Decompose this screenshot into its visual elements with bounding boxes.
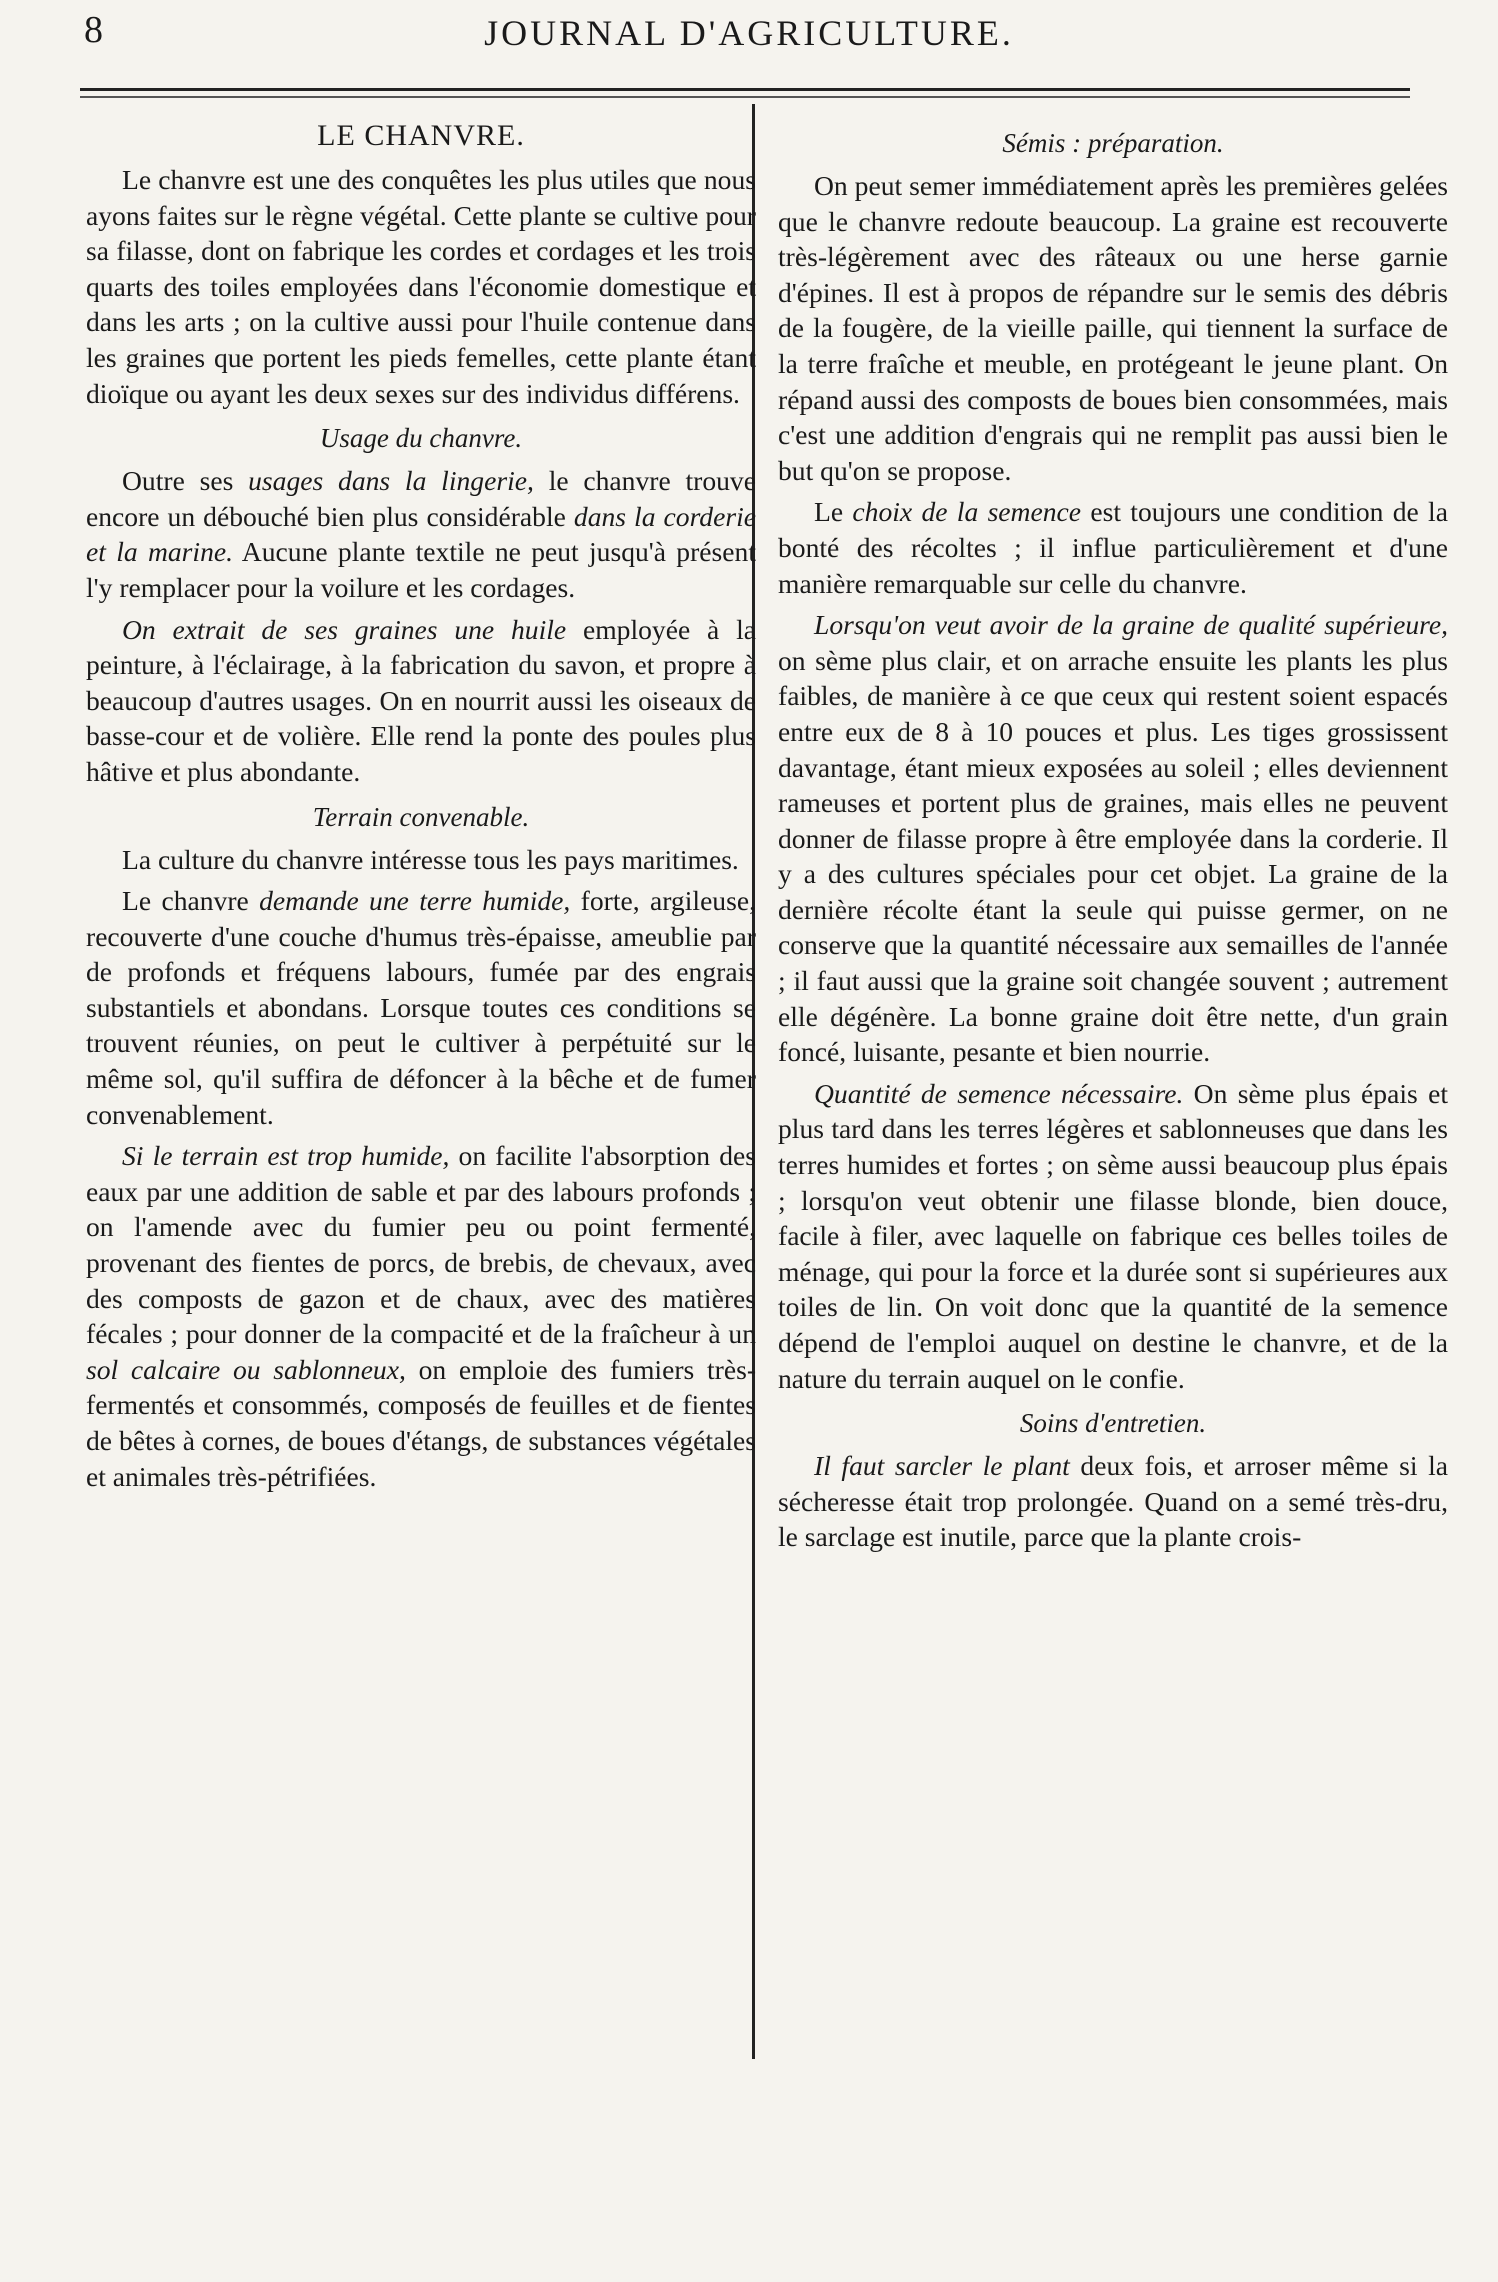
semis-paragraph-4: Quantité de semence nécessaire. On sème plus épais et plus tard dans les terres légères et sablonneuses que dans les terres humides et fortes ; on sème aussi beaucoup plus épais ; lorsqu'on veut obtenir une filasse blonde, bien douce, facile à filer, avec laquelle on fabrique ces belles toiles de ménage, qui pour la force et la durée sont si supérieures aux toiles de lin. On voit donc que la quantité de la semence dépend de l'emploi auquel on destine le chanvre, et de la nature du terrain auquel on le confie. <box>778 1077 1448 1394</box>
header-rule <box>80 88 1410 91</box>
right-column <box>778 118 1448 1561</box>
header-rule-secondary <box>80 96 1410 98</box>
running-head: JOURNAL D'AGRICULTURE. <box>484 13 1014 53</box>
intro-paragraph: Le chanvre est une des conquêtes les plus utiles que nous ayons faites sur le règne végétal. Cette plante se cultive pour sa filasse, dont on fabrique les cordes et cordages et les trois quarts des toiles employées dans l'économie domestique et dans les arts ; on la cultive aussi pour l'huile contenue dans les graines que portent les pieds femelles, cette plante étant dioïque ou ayant les deux sexes sur des individus différens. <box>86 164 756 409</box>
usage-paragraph-1: Outre ses usages dans la lingerie, le chanvre trouve encore un débouché bien plus considérable dans la corderie et la marine. Aucune plante textile ne peut jusqu'à présent l'y remplacer pour la voilure et les cordages. <box>86 465 756 603</box>
terrain-paragraph-2: Le chanvre demande une terre humide, forte, argileuse, recouverte d'une couche d'humus très-épaisse, ameublie par de profonds et fréquens labours, fumée par des engrais substantiels et abondans. Lorsque toutes ces conditions se trouvent réunies, on peut le cultiver à perpétuité sur le même sol, qu'il suffira de défoncer à la bêche et de fumer convenablement. <box>86 885 756 1130</box>
terrain-paragraph-1: La culture du chanvre intéresse tous les pays maritimes. <box>122 843 739 875</box>
page-number: 8 <box>84 9 103 51</box>
semis-paragraph-2: Le choix de la semence est toujours une condition de la bonté des récoltes ; il influe particulièrement et d'une manière remarquable sur celle du chanvre. <box>778 496 1448 599</box>
semis-paragraph-3: Lorsqu'on veut avoir de la graine de qualité supérieure, on sème plus clair, et on arrache ensuite les plants les plus faibles, de manière à ce que ceux qui restent soient espacés entre eux de 8 à 10 pouces et plus. Les tiges grossissent davantage, étant mieux exposées au soleil ; elles deviennent rameuses et portent plus de graines, mais elles ne peuvent donner de filasse propre à être employée dans la corderie. Il y a des cultures spéciales pour cet objet. La graine de la dernière récolte étant la seule qui puisse germer, on ne conserve que la quantité nécessaire aux semailles de l'année ; il faut aussi que la graine soit changée souvent ; autrement elle dégénère. La bonne graine doit être nette, d'un grain foncé, luisante, pesante et bien nourrie. <box>778 609 1448 1068</box>
section-heading-soins: Soins d'entretien. <box>1019 1408 1207 1439</box>
section-heading-semis: Sémis : préparation. <box>1002 128 1224 158</box>
section-heading-terrain: Terrain convenable. <box>312 801 530 832</box>
soins-paragraph-1: Il faut sarcler le plant deux fois, et arroser même si la sécheresse était trop prolongée. Quand on a semé très-dru, le sarclage est inutile, parce que la plante crois- <box>778 1450 1448 1553</box>
semis-paragraph-1: On peut semer immédiatement après les premières gelées que le chanvre redoute beaucoup. La graine est recouverte très-légèrement avec des râteaux ou une herse garnie d'épines. Il est à propos de répandre sur le semis des débris de la fougère, de la vieille paille, qui tiennent la surface de la terre fraîche et meuble, en protégeant le jeune plant. On répand aussi des composts de boues bien consommées, mais c'est une addition d'engrais qui ne remplit pas aussi bien le but qu'on se propose. <box>778 170 1448 486</box>
usage-paragraph-2: On extrait de ses graines une huile employée à la peinture, à l'éclairage, à la fabrication du savon, et propre à beaucoup d'autres usages. On en nourrit aussi les oiseaux de basse-cour et de volière. Elle rend la ponte des poules plus hâtive et plus abondante. <box>86 613 756 787</box>
article-title: LE CHANVRE. <box>317 119 525 152</box>
terrain-paragraph-3: Si le terrain est trop humide, on facilite l'absorption des eaux par une addition de sable et par des labours profonds ; on l'amende avec du fumier peu ou point fermenté, provenant des fientes de porcs, de brebis, de chevaux, avec des composts de gazon et de chaux, avec des matières fécales ; pour donner de la compacité et de la fraîcheur à un sol calcaire ou sablonneux, on emploie des fumiers très-fermentés et consommés, composés de feuilles et de fientes de bêtes à cornes, de boues d'étangs, de substances végétales et animales très-pétrifiées. <box>86 1140 757 1492</box>
section-heading-usage: Usage du chanvre. <box>319 423 523 454</box>
left-column <box>86 118 756 1500</box>
